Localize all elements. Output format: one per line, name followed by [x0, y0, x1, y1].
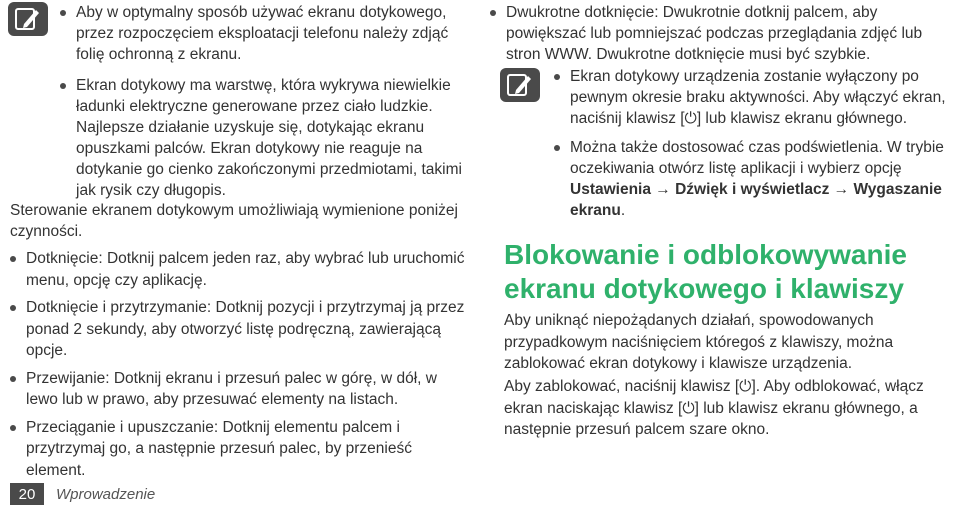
- list-item: Ekran dotykowy urządzenia zostanie wyłączony po pewnym okresie braku aktywności. Aby włączyć ekran, naciśnij klawisz [⏻] lub klawisz ekranu głównego.: [554, 66, 950, 129]
- menu-step: Ustawienia: [570, 181, 651, 198]
- list-item: Ekran dotykowy ma warstwę, która wykrywa niewielkie ładunki elektryczne generowane przez ciało ludzkie. Najlepsze działanie uzyskuje się, dotykając ekranu opuszkami palców. Ekran dotykowy nie reaguje na dotykanie go cienko zakończonymi przedmiotami, takimi jak rysik czy długopis.: [60, 75, 470, 201]
- note-list: [60, 2, 470, 211]
- note-pencil-icon: [8, 2, 48, 36]
- menu-path: [570, 181, 942, 219]
- gesture-list: [10, 248, 470, 487]
- page-number: 20: [10, 483, 44, 505]
- menu-step: Wygaszanie ekranu: [570, 181, 942, 219]
- list-item: Przewijanie: Dotknij ekranu i przesuń palec w górę, w dół, w lewo lub w prawo, aby przesuwać elementy na listach.: [10, 368, 470, 411]
- gesture-list-continued: [490, 2, 950, 65]
- page-footer: [10, 483, 155, 505]
- note-text: Można także dostosować czas podświetlenia. W trybie oczekiwania otwórz listę aplikacji i wybierz opcję: [570, 139, 944, 177]
- arrow: →: [833, 181, 850, 198]
- list-item: Aby w optymalny sposób używać ekranu dotykowego, przez rozpoczęciem eksploatacji telefonu należy zdjąć folię ochronną z ekranu.: [60, 2, 470, 65]
- menu-step: Dźwięk i wyświetlacz: [675, 181, 830, 198]
- list-item: Przeciąganie i upuszczanie: Dotknij elementu palcem i przytrzymaj go, a następnie przesuń palec, by przenieść element.: [10, 417, 470, 482]
- section-name: Wprowadzenie: [56, 485, 156, 503]
- intro-paragraph: Sterowanie ekranem dotykowym umożliwiają wymienione poniżej czynności.: [10, 202, 458, 240]
- arrow: →: [655, 181, 671, 198]
- list-item: [554, 137, 950, 221]
- paragraph: Aby zablokować, naciśnij klawisz [⏻]. Aby odblokować, włącz ekran naciskając klawisz [⏻] lub klawisz ekranu głównego, a następnie przesuń palcem szare okno.: [504, 378, 924, 438]
- note-pencil-icon: [500, 68, 540, 102]
- period: .: [620, 202, 626, 219]
- list-item: Dwukrotne dotknięcie: Dwukrotnie dotknij palcem, aby powiększać lub pomniejszać podczas przeglądania zdjęć lub stron WWW. Dwukrotne dotknięcie musi być szybkie.: [490, 2, 950, 65]
- section-title: Blokowanie i odblokowywanie ekranu dotykowego i klawiszy: [504, 239, 907, 304]
- list-item: Dotknięcie i przytrzymanie: Dotknij pozycji i przytrzymaj ją przez ponad 2 sekundy, aby otworzyć listę podręczną, zawierającą opcje.: [10, 297, 470, 362]
- list-item: Dotknięcie: Dotknij palcem jeden raz, aby wybrać lub uruchomić menu, opcję czy aplikację.: [10, 248, 470, 291]
- paragraph: Aby uniknąć niepożądanych działań, spowodowanych przypadkowym naciśnięciem któregoś z klawiszy, można zablokować ekran dotykowy i klawisze urządzenia.: [504, 312, 894, 372]
- note-list: [554, 66, 950, 229]
